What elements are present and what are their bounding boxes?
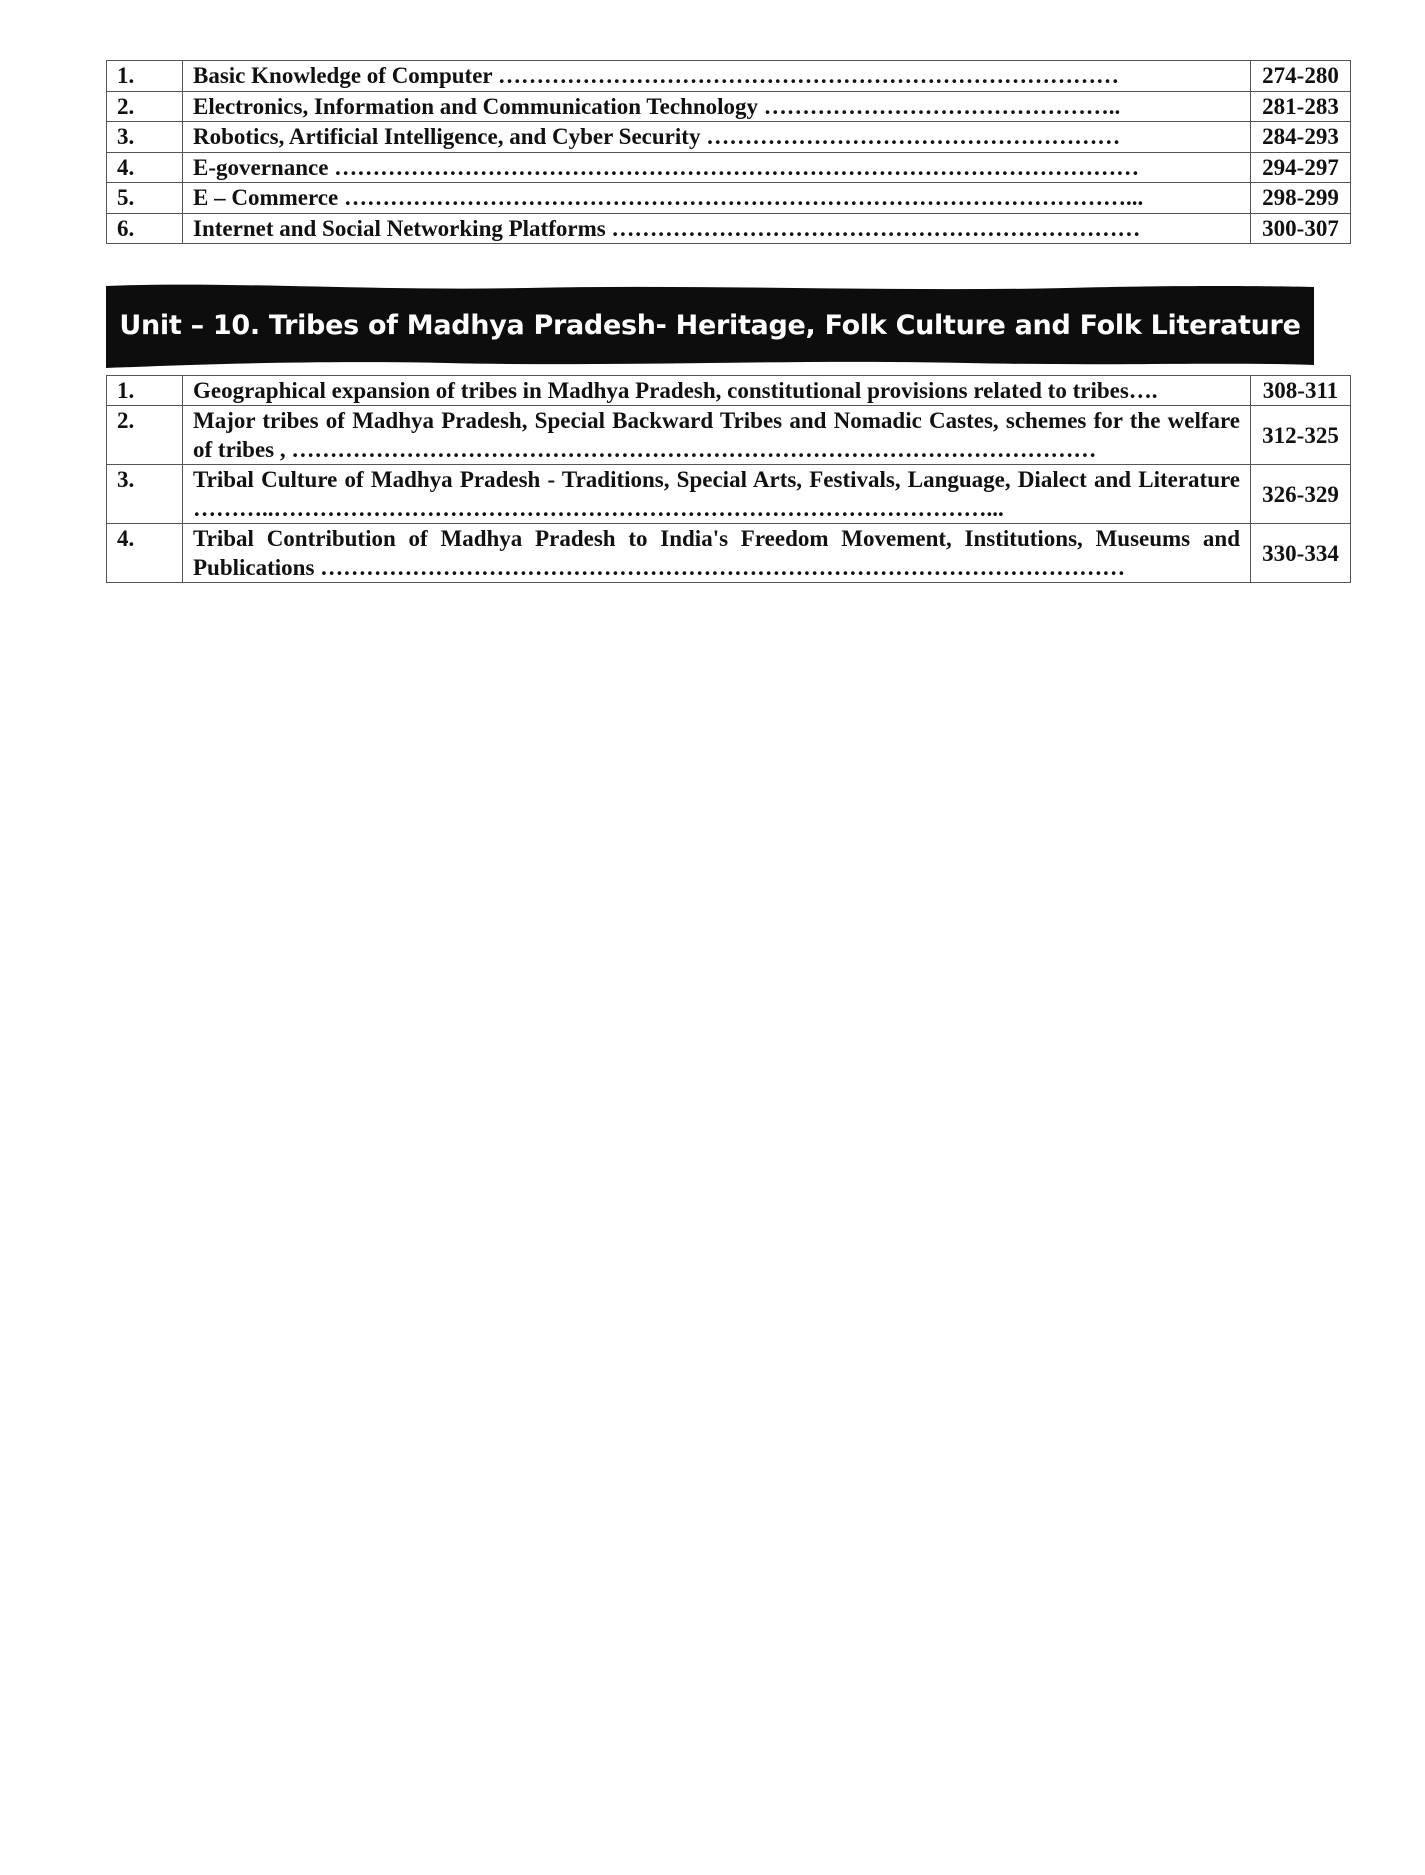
table-row [107,376,1351,406]
table-row [107,183,1351,214]
table-row [107,213,1351,244]
row-number: 2. [107,91,183,122]
row-title: Basic Knowledge of Computer ……………………………………………………………………… [183,61,1251,92]
table-row [107,152,1351,183]
row-number: 2. [107,406,183,465]
row-number: 5. [107,183,183,214]
row-number: 6. [107,213,183,244]
row-title: E-governance …………………………………………………………………………………………… [183,152,1251,183]
table-row [107,122,1351,153]
table-row [107,61,1351,92]
row-number: 1. [107,61,183,92]
row-number: 4. [107,524,183,583]
row-pages: 326-329 [1251,465,1351,524]
row-title: E – Commerce …………………………………………………………………………………………... [183,183,1251,214]
row-number: 3. [107,122,183,153]
table-row [107,406,1351,465]
row-pages: 312-325 [1251,406,1351,465]
row-title: Robotics, Artificial Intelligence, and Cyber Security ……………………………………………… [183,122,1251,153]
row-title: Internet and Social Networking Platforms …………………………………………………………… [183,213,1251,244]
row-pages: 330-334 [1251,524,1351,583]
row-title: Major tribes of Madhya Pradesh, Special Backward Tribes and Nomadic Castes, schemes for the welfare of tribes , …………………………………………………………………………………………… [183,406,1251,465]
row-number: 1. [107,376,183,406]
row-pages: 298-299 [1251,183,1351,214]
toc-table-tribes-topics [106,375,1351,583]
row-pages: 281-283 [1251,91,1351,122]
row-pages: 284-293 [1251,122,1351,153]
table-row [107,91,1351,122]
row-title: Geographical expansion of tribes in Madhya Pradesh, constitutional provisions related to tribes…. [183,376,1251,406]
table-row [107,465,1351,524]
row-number: 4. [107,152,183,183]
row-title: Electronics, Information and Communication Technology ……………………………………….. [183,91,1251,122]
unit-banner [106,283,1314,368]
row-pages: 294-297 [1251,152,1351,183]
row-number: 3. [107,465,183,524]
toc-table-computer-topics [106,60,1351,244]
row-title: Tribal Contribution of Madhya Pradesh to India's Freedom Movement, Institutions, Museums and Publications …………………………………………………………………………………………… [183,524,1251,583]
row-pages: 300-307 [1251,213,1351,244]
unit-title: Unit – 10. Tribes of Madhya Pradesh- Heritage, Folk Culture and Folk Literature [119,310,1301,341]
row-pages: 274-280 [1251,61,1351,92]
table-row [107,524,1351,583]
row-title: Tribal Culture of Madhya Pradesh - Traditions, Special Arts, Festivals, Language, Dialect and Literature ………..…………………………………………………………………………………... [183,465,1251,524]
row-pages: 308-311 [1251,376,1351,406]
